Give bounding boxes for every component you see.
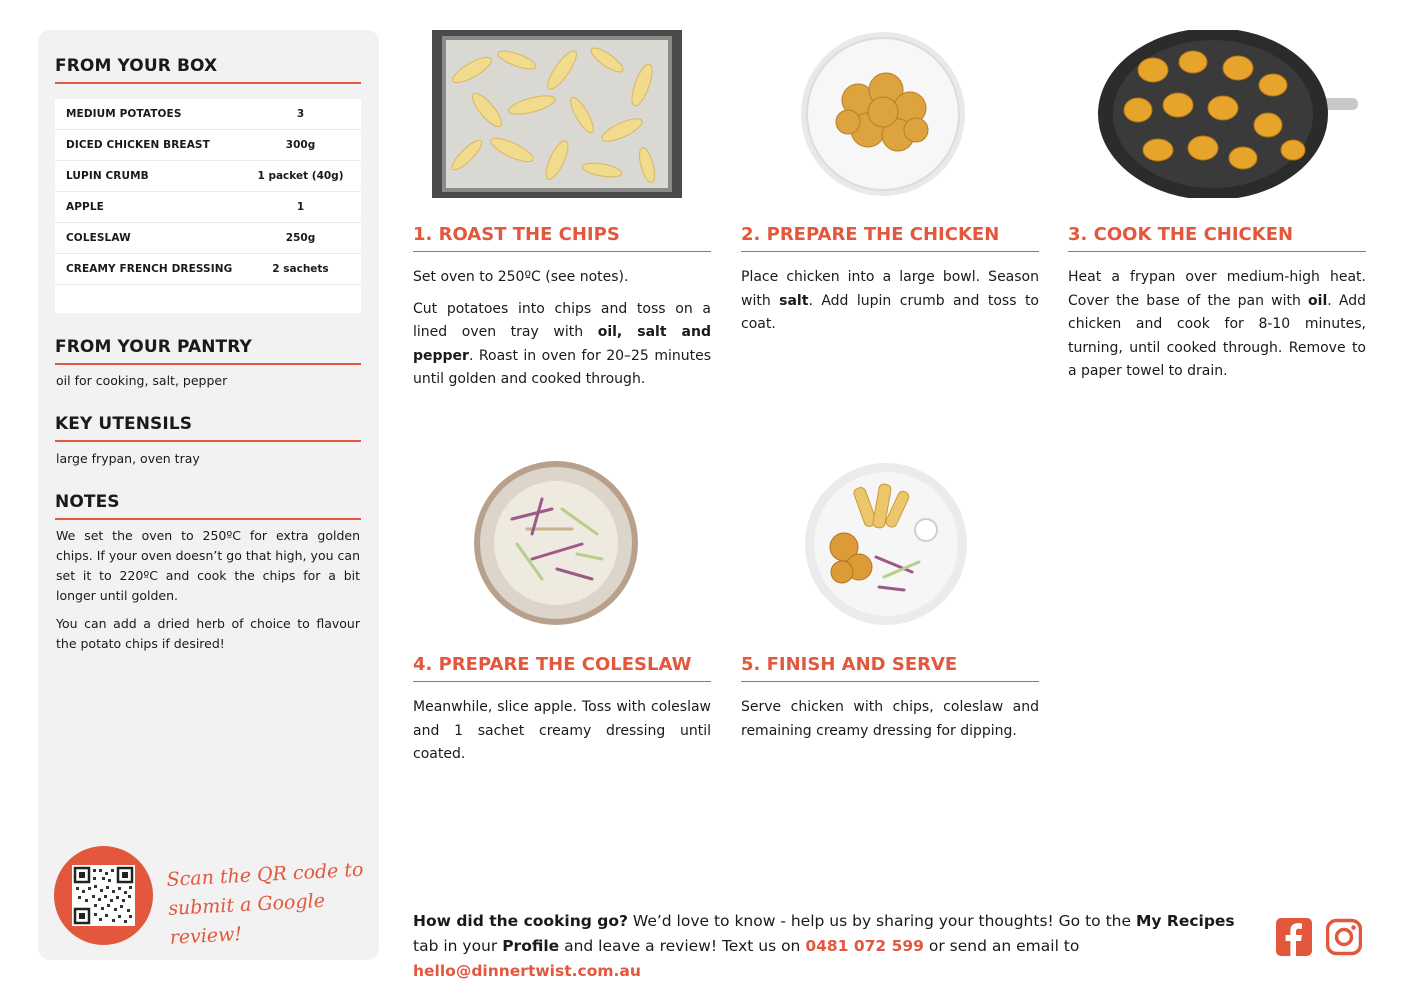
note-paragraph: You can add a dried herb of choice to flavour the potato chips if desired! — [56, 616, 360, 651]
step-4-title: 4. PREPARE THE COLESLAW — [413, 654, 711, 682]
step-1-title: 1. ROAST THE CHIPS — [413, 224, 711, 252]
ingredient-qty: 300g — [285, 139, 316, 151]
pantry-text: oil for cooking, salt, pepper — [56, 373, 228, 388]
instagram-icon[interactable] — [1326, 918, 1362, 956]
profile-link[interactable]: Profile — [502, 937, 560, 955]
qr-code-icon[interactable] — [72, 865, 135, 926]
table-row — [55, 161, 361, 192]
ingredients-table — [55, 99, 361, 313]
ingredient-name: CREAMY FRENCH DRESSING — [66, 263, 233, 275]
step-paragraph: Serve chicken with chips, coleslaw and remaining creamy dressing for dipping. — [741, 699, 1039, 739]
phone-link[interactable]: 0481 072 599 — [805, 937, 924, 955]
email-link[interactable]: hello@dinnertwist.com.au — [413, 962, 641, 980]
step-2-text — [741, 266, 1039, 345]
step-3-text — [1068, 266, 1366, 392]
ingredient-qty: 3 — [296, 108, 305, 120]
ingredient-qty: 1 packet (40g) — [257, 170, 344, 182]
table-row — [55, 254, 361, 285]
finished-dish-photo — [804, 462, 968, 626]
footer-question: How did the cooking go? — [413, 912, 628, 930]
cook-chicken-photo — [1098, 30, 1358, 198]
notes-title: NOTES — [55, 492, 361, 520]
step-2-title: 2. PREPARE THE CHICKEN — [741, 224, 1039, 252]
utensils-title: KEY UTENSILS — [55, 414, 361, 442]
ingredient-name: DICED CHICKEN BREAST — [66, 139, 210, 151]
qr-caption-line: submit a Google review! — [167, 889, 326, 949]
table-row — [55, 99, 361, 130]
step-5-text — [741, 696, 1039, 751]
step-paragraph: Heat a frypan over medium-high heat. Cover the base of the pan with oil. Add chicken and cook for 8-10 minutes, turning, until cooked through. Remove to a paper towel to drain. — [1068, 269, 1366, 379]
qr-caption — [166, 856, 370, 953]
table-row — [55, 192, 361, 223]
table-row — [55, 223, 361, 254]
qr-badge[interactable] — [54, 846, 153, 945]
step-paragraph: Meanwhile, slice apple. Toss with coleslaw and 1 sachet creamy dressing until coated. — [413, 699, 711, 762]
step-paragraph: Set oven to 250ºC (see notes). — [413, 269, 629, 285]
ingredient-name: COLESLAW — [66, 232, 131, 244]
step-4-text — [413, 696, 711, 775]
ingredient-qty: 2 sachets — [272, 263, 329, 275]
note-paragraph: We set the oven to 250ºC for extra golden chips. If your oven doesn’t go that high, you can set it to 220ºC and cook the chips for a bit longer until golden. — [56, 528, 360, 603]
ingredients-sidebar — [38, 30, 379, 960]
table-row — [55, 130, 361, 161]
prepare-chicken-photo — [798, 30, 968, 198]
ingredient-name: MEDIUM POTATOES — [66, 108, 182, 120]
step-paragraph: Place chicken into a large bowl. Season with salt. Add lupin crumb and toss to coat. — [741, 269, 1039, 332]
my-recipes-link[interactable]: My Recipes — [1135, 912, 1235, 930]
utensils-text: large frypan, oven tray — [56, 451, 200, 466]
step-1-text — [413, 266, 711, 400]
ingredient-name: LUPIN CRUMB — [66, 170, 149, 182]
notes-body — [56, 526, 360, 662]
facebook-icon[interactable] — [1276, 918, 1312, 956]
ingredient-qty: 1 — [296, 201, 305, 213]
pantry-title: FROM YOUR PANTRY — [55, 337, 361, 365]
review-footer: How did the cooking go? We’d love to know - help us by sharing your thoughts! Go to the My Recipes tab in your Profile and leave a review! Text us on 0481 072 599 or send an email to hello@dinnertwist.com.au — [413, 912, 1235, 980]
step-paragraph: Cut potatoes into chips and toss on a lined oven tray with oil, salt and pepper. Roast in oven for 20–25 minutes until golden and cooked through. — [413, 300, 711, 387]
step-5-title: 5. FINISH AND SERVE — [741, 654, 1039, 682]
coleslaw-photo — [472, 459, 640, 627]
from-your-box-title: FROM YOUR BOX — [55, 56, 361, 84]
step-3-title: 3. COOK THE CHICKEN — [1068, 224, 1366, 252]
ingredient-qty: 250g — [285, 232, 316, 244]
ingredient-name: APPLE — [66, 201, 104, 213]
roast-chips-photo — [432, 30, 682, 198]
qr-caption-line: Scan the QR code to — [166, 858, 364, 891]
